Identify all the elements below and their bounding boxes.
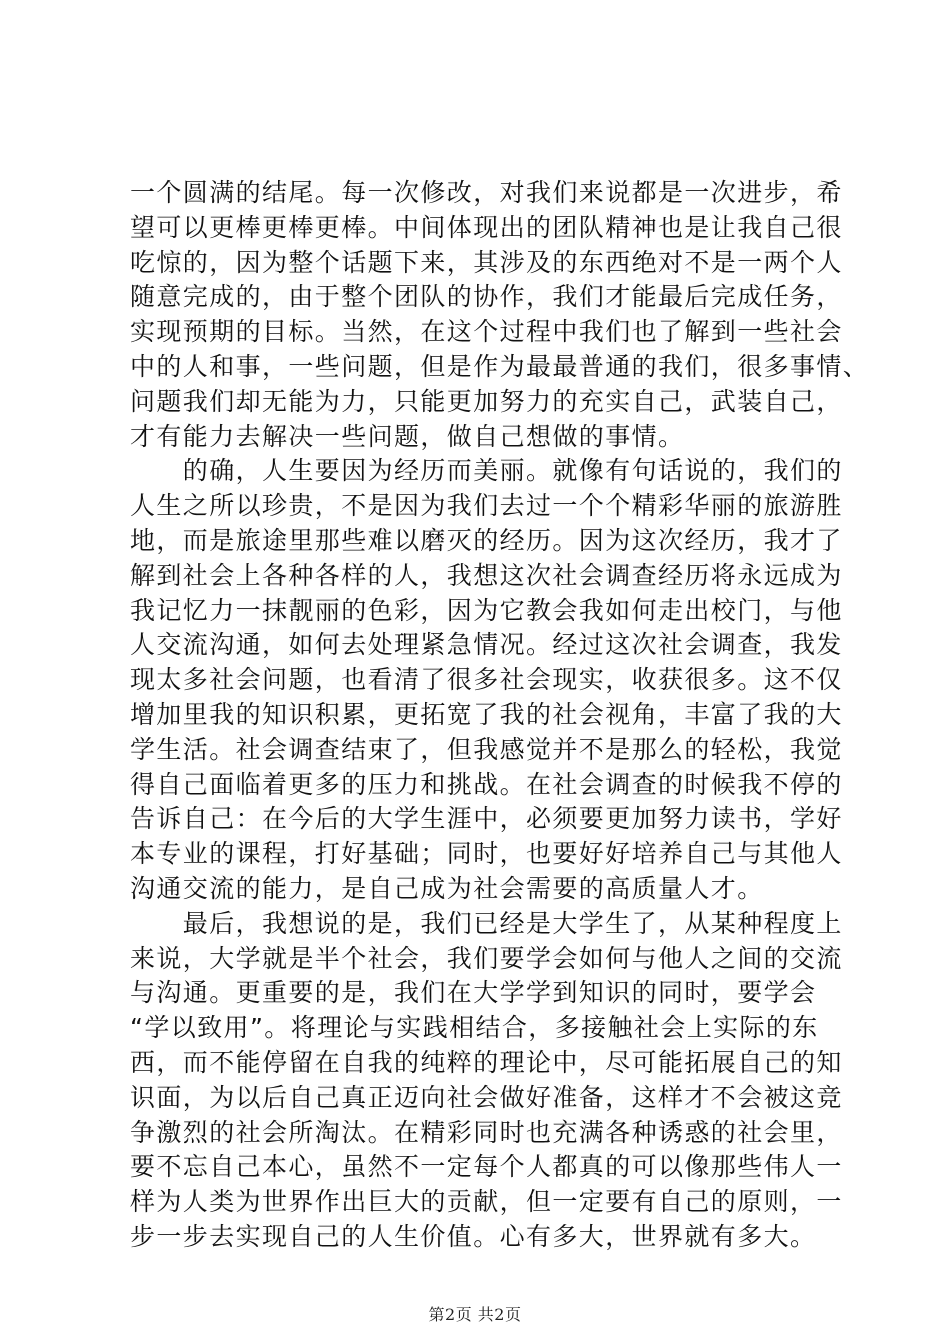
text-line: 问题我们却无能为力，只能更加努力的充实自己，武装自己， xyxy=(130,386,843,416)
text-line: 现太多社会问题，也看清了很多社会现实，收获很多。这不仅 xyxy=(130,665,843,695)
text-line: 学生活。社会调查结束了，但我感觉并不是那么的轻松，我觉 xyxy=(130,734,843,764)
text-line: 的确，人生要因为经历而美丽。就像有句话说的，我们的 xyxy=(130,456,843,486)
text-line: 与沟通。更重要的是，我们在大学学到知识的同时，要学会 xyxy=(130,978,817,1008)
text-line: 最后，我想说的是，我们已经是大学生了，从某种程度上 xyxy=(130,908,843,938)
text-line: 告诉自己：在今后的大学生涯中，必须要更加努力读书，学好 xyxy=(130,804,843,834)
text-line: 沟通交流的能力，是自己成为社会需要的高质量人才。 xyxy=(130,873,764,903)
text-line: 实现预期的目标。当然，在这个过程中我们也了解到一些社会 xyxy=(130,317,843,347)
text-line: 来说，大学就是半个社会，我们要学会如何与他人之间的交流 xyxy=(130,943,843,973)
body-text xyxy=(130,176,870,1255)
text-line: 增加里我的知识积累，更拓宽了我的社会视角，丰富了我的大 xyxy=(130,699,843,729)
text-line: 一个圆满的结尾。每一次修改，对我们来说都是一次进步，希 xyxy=(130,178,843,207)
text-line: “学以致用”。将理论与实践相结合，多接触社会上实际的东 xyxy=(130,1013,819,1043)
text-line: 随意完成的，由于整个团队的协作，我们才能最后完成任务， xyxy=(130,282,843,312)
text-line: 争激烈的社会所淘汰。在精彩同时也充满各种诱惑的社会里， xyxy=(130,1117,843,1147)
text-line: 要不忘自己本心，虽然不一定每个人都真的可以像那些伟人一 xyxy=(130,1152,843,1182)
text-line: 识面，为以后自己真正迈向社会做好准备，这样才不会被这竞 xyxy=(130,1082,843,1112)
text-line: 我记忆力一抹靓丽的色彩，因为它教会我如何走出校门，与他 xyxy=(130,595,843,625)
text-line: 吃惊的，因为整个话题下来，其涉及的东西绝对不是一两个人 xyxy=(130,247,843,277)
text-line: 望可以更棒更棒更棒。中间体现出的团队精神也是让我自己很 xyxy=(130,212,843,242)
text-line: 得自己面临着更多的压力和挑战。在社会调查的时候我不停的 xyxy=(130,769,843,799)
text-line: 地，而是旅途里那些难以磨灭的经历。因为这次经历，我才了 xyxy=(130,525,843,555)
text-line: 中的人和事，一些问题，但是作为最最普通的我们，很多事情、 xyxy=(130,351,870,381)
text-line: 解到社会上各种各样的人，我想这次社会调查经历将永远成为 xyxy=(130,560,843,590)
text-line: 步一步去实现自己的人生价值。心有多大，世界就有多大。 xyxy=(130,1221,817,1251)
text-line: 本专业的课程，打好基础；同时，也要好好培养自己与其他人 xyxy=(130,839,843,869)
text-line: 人交流沟通，如何去处理紧急情况。经过这次社会调查，我发 xyxy=(130,630,843,660)
text-line: 西，而不能停留在自我的纯粹的理论中，尽可能拓展自己的知 xyxy=(130,1047,843,1077)
page-footer: 第2页 共2页 xyxy=(428,1305,522,1324)
text-line: 人生之所以珍贵，不是因为我们去过一个个精彩华丽的旅游胜 xyxy=(130,491,843,521)
text-line: 样为人类为世界作出巨大的贡献，但一定要有自己的原则，一 xyxy=(130,1187,843,1217)
text-line: 才有能力去解决一些问题，做自己想做的事情。 xyxy=(130,421,685,451)
